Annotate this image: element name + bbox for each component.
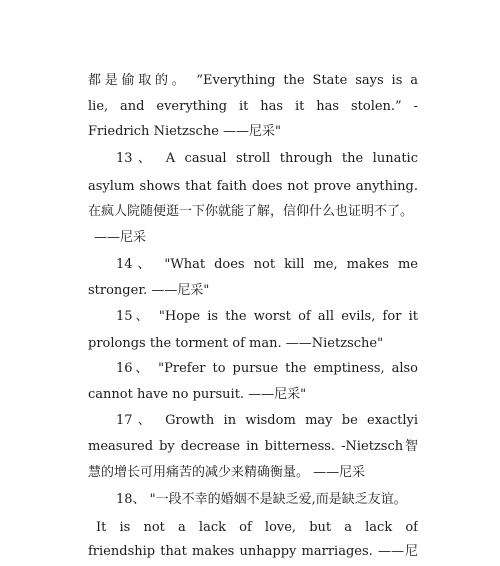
text-line: prolongs the torment of man. ——Nietzsche" [88, 336, 384, 351]
text-line: 在疯人院随便逛一下你就能了解，信仰什么也证明不了。 [88, 204, 414, 219]
text-line: 都是偷取的。 ”Everything the State says is a [88, 73, 418, 88]
text-line: 13、 A casual stroll through the lunatic [116, 151, 418, 166]
text-line: friendship that makes unhappy marriages. ——尼 [88, 544, 418, 559]
text-line: 17、 Growth in wisdom may be exactlyi [116, 413, 418, 428]
text-line: It is not a lack of love, but a lack of [96, 520, 418, 535]
text-line: measured by decrease in bitterness. -Nietzsch智 [88, 439, 418, 454]
text-line: cannot have no pursuit. ——尼采" [88, 387, 307, 402]
text-line: asylum shows that faith does not prove anything. [88, 179, 418, 194]
text-line: 15、 "Hope is the worst of all evils, for it [116, 309, 418, 324]
text-line: Friedrich Nietzsche ——尼采" [88, 124, 281, 139]
text-line: lie, and everything it has it has stolen.” - [88, 99, 418, 114]
text-line: 16、 "Prefer to pursue the emptiness, also [116, 361, 418, 376]
text-line: 慧的增长可用痛苦的减少来精确衡量。 ——尼采 [88, 465, 366, 480]
text-line: stronger. ——尼采" [88, 283, 210, 298]
text-line: 14、 "What does not kill me, makes me [116, 257, 418, 272]
text-line: ——尼采 [94, 230, 147, 245]
text-line: 18、 "一段不幸的婚姻不是缺乏爱,而是缺乏友谊。 [116, 492, 407, 507]
